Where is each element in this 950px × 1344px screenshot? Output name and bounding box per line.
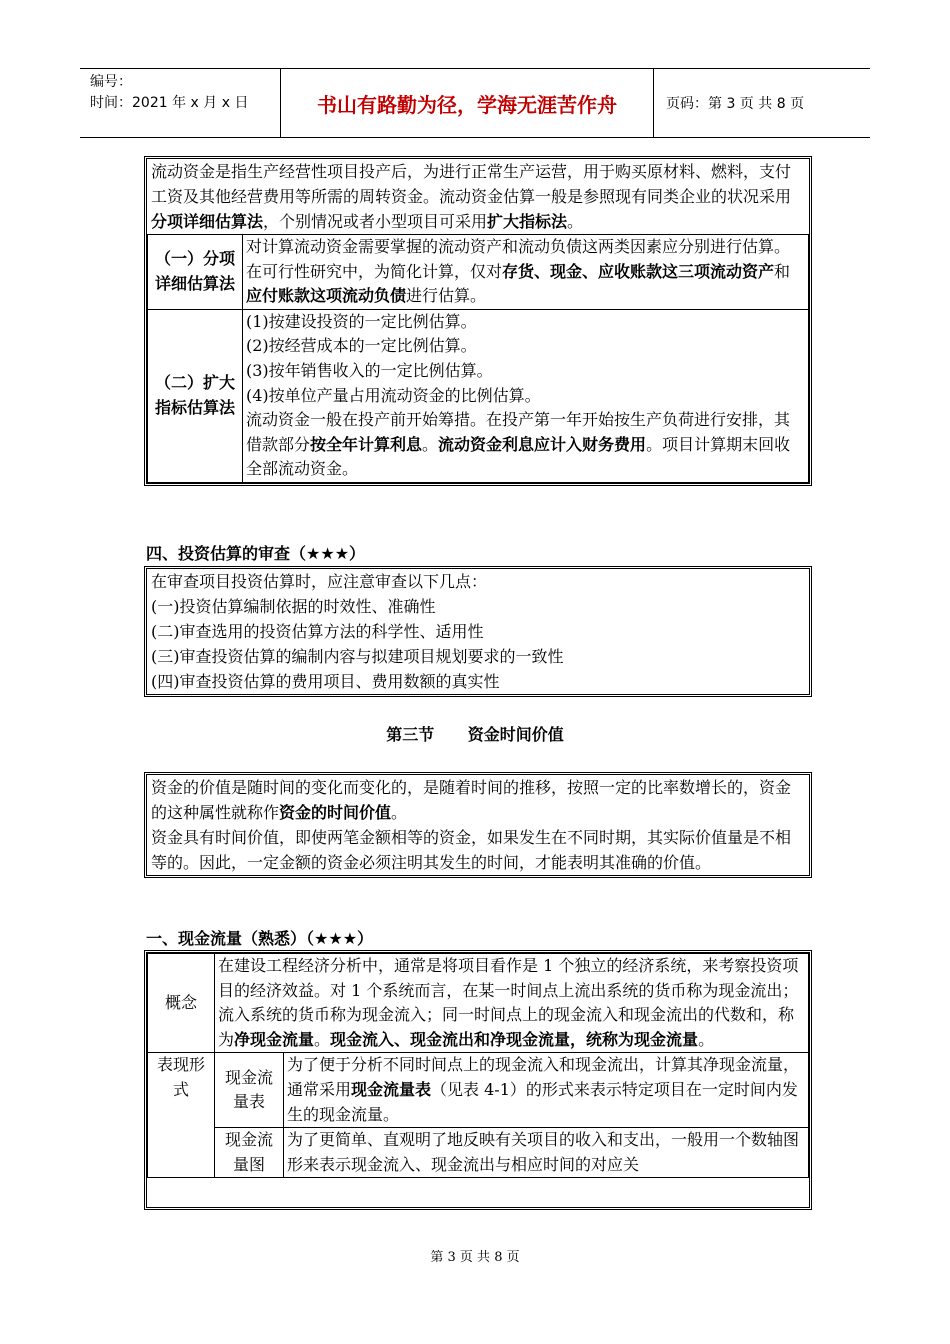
page-footer: 第 3 页 共 8 页 — [430, 1250, 520, 1265]
method2-item: (3)按年销售收入的一定比例估算。 — [246, 360, 493, 380]
concept-text: 在建设工程经济分析中，通常是将项目看作是 1 个独立的经济系统，来考察投资项目的经济效益。对 1 个系统而言，在某一时间点上流出系统的货币称为现金流出；流入系统的货币称为现金流入；同一时间点上的现金流入和现金流出的代数和，称为净现金流量。现金流入、现金流出和净现金流量，统称为现金流量。 — [215, 954, 809, 1053]
page-header — [80, 68, 870, 138]
method2-item: (2)按经营成本的一定比例估算。 — [246, 336, 477, 356]
document-number: 编号： — [90, 74, 132, 90]
cashflow-table-text: 为了便于分析不同时间点上的现金流入和现金流出，计算其净现金流量，通常采用现金流量表（见表 4-1）的形式来表示特定项目在一定时间内发生的现金流量。 — [284, 1053, 809, 1128]
method1-label: （一）分项详细估算法 — [148, 235, 243, 310]
section-title: 第三节 资金时间价值 — [386, 725, 564, 744]
method2-item: (1)按建设投资的一定比例估算。 — [246, 311, 477, 331]
header-motto: 书山有路勤为径，学海无涯苦作舟 — [280, 69, 654, 137]
header-meta — [80, 69, 280, 137]
time-value-explanation: 资金具有时间价值，即使两笔金额相等的资金，如果发生在不同时期，其实际价值量是不相等的。因此，一定金额的资金必须注明其发生的时间，才能表明其准确的价值。 — [151, 828, 792, 872]
header-page-number: 页码：第 3 页 共 8 页 — [666, 96, 805, 112]
cashflow-chart-label: 现金流量图 — [215, 1128, 284, 1178]
cashflow-table-label: 现金流量表 — [215, 1053, 284, 1128]
method2-label: （二）扩大指标估算法 — [148, 309, 243, 482]
review-box — [144, 566, 812, 697]
cashflow-heading: 一、现金流量（熟悉）（★★★） — [146, 929, 374, 948]
time-value-box — [144, 772, 812, 878]
method2-text — [243, 309, 809, 482]
cashflow-chart-text: 为了更简单、直观明了地反映有关项目的收入和支出，一般用一个数轴图形来表示现金流入、现金流出与相应时间的对应关 — [284, 1128, 809, 1178]
review-heading: 四、投资估算的审查（★★★） — [146, 544, 366, 563]
review-line: (二)审查选用的投资估算方法的科学性、适用性 — [151, 622, 484, 641]
method2-note: 流动资金一般在投产前开始筹措。在投产第一年开始按生产负荷进行安排，其借款部分按全年计算利息。流动资金利息应计入财务费用。项目计算期末回收全部流动资金。 — [246, 410, 791, 479]
working-capital-methods-table — [147, 234, 809, 483]
document-date: 时间：2021 年 x 月 x 日 — [90, 95, 249, 111]
method1-text: 对计算流动资金需要掌握的流动资产和流动负债这两类因素应分别进行估算。在可行性研究中，为简化计算，仅对存货、现金、应收账款这三项流动资产和应付账款这项流动负债进行估算。 — [243, 235, 809, 310]
review-line: (一)投资估算编制依据的时效性、准确性 — [151, 597, 436, 616]
method2-item: (4)按单位产量占用流动资金的比例估算。 — [246, 385, 541, 405]
working-capital-intro: 流动资金是指生产经营性项目投产后，为进行正常生产运营，用于购买原材料、燃料，支付工资及其他经营费用等所需的周转资金。流动资金估算一般是参照现有同类企业的状况采用分项详细估算法，个别情况或者小型项目可采用扩大指标法。 — [151, 162, 792, 231]
cashflow-box — [144, 950, 812, 1210]
review-line: (三)审查投资估算的编制内容与拟建项目规划要求的一致性 — [151, 647, 564, 666]
concept-label: 概念 — [148, 954, 215, 1053]
cashflow-table — [147, 953, 809, 1178]
time-value-definition: 资金的价值是随时间的变化而变化的，是随着时间的推移，按照一定的比率数增长的，资金的这种属性就称作资金的时间价值。 — [151, 778, 792, 822]
review-line: 在审查项目投资估算时，应注意审查以下几点： — [151, 572, 488, 591]
review-line: (四)审查投资估算的费用项目、费用数额的真实性 — [151, 672, 500, 691]
working-capital-box — [144, 156, 812, 486]
form-label: 表现形式 — [148, 1053, 215, 1178]
